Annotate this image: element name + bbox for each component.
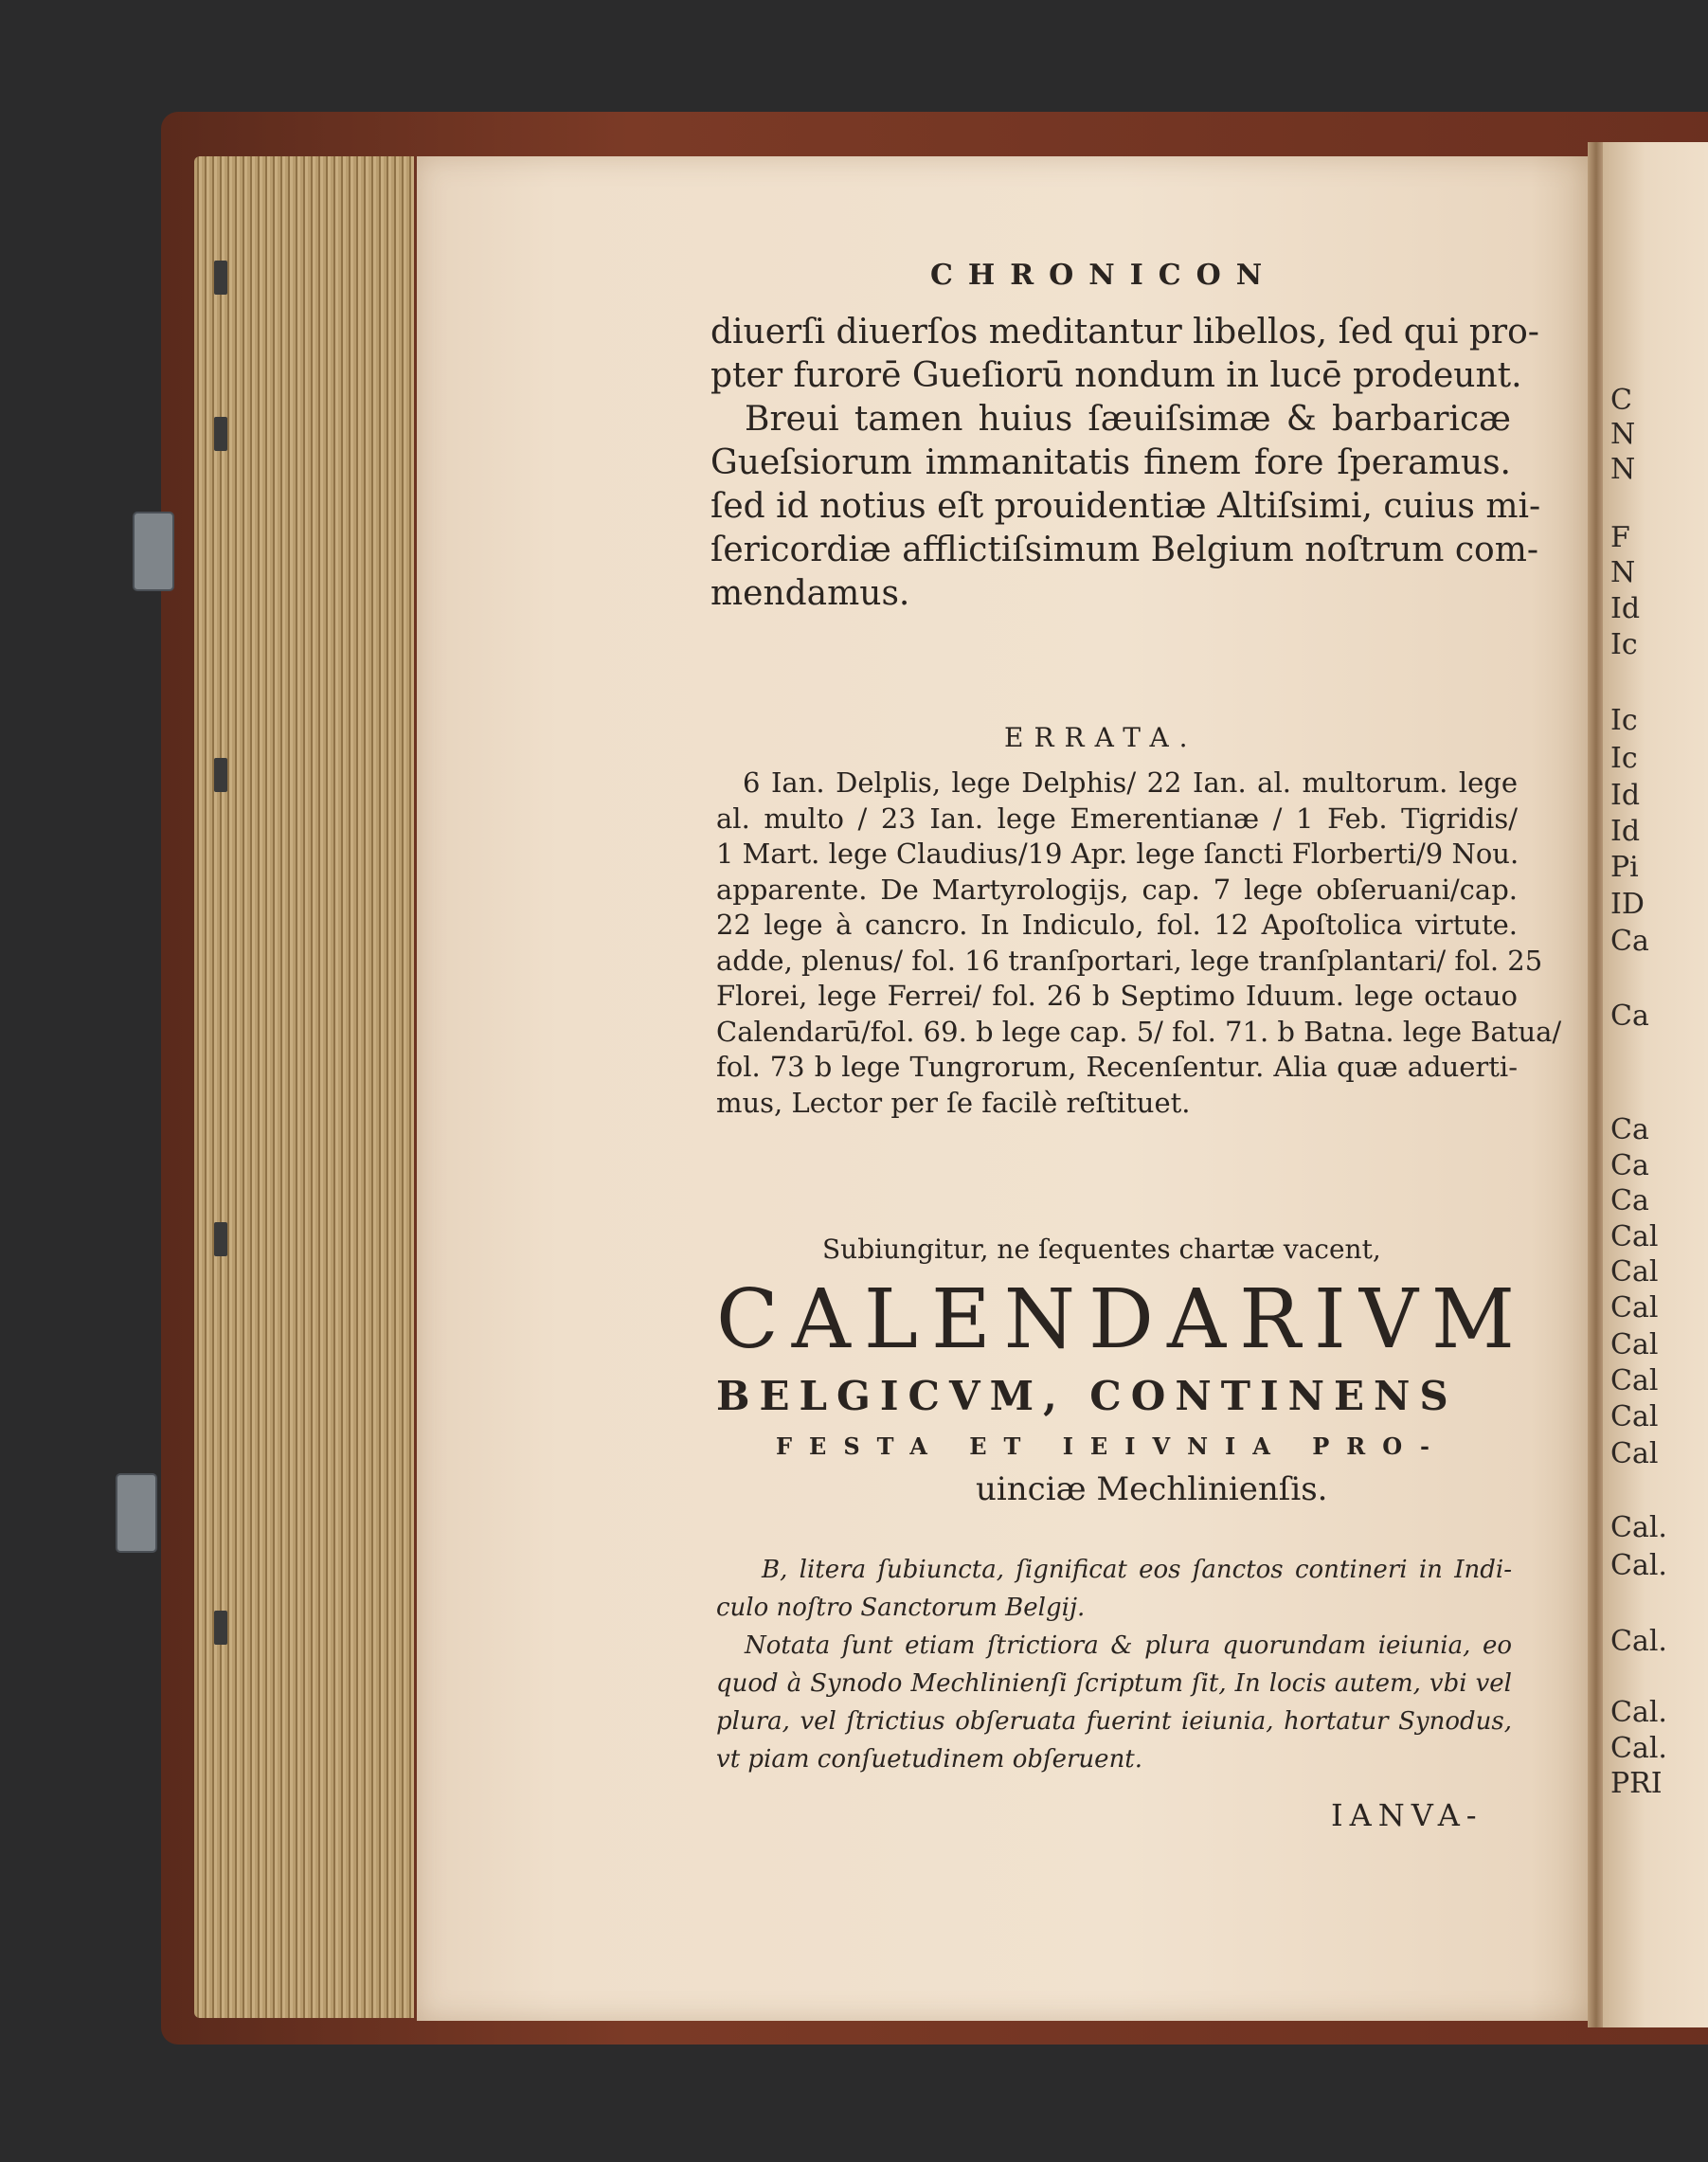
- subiungitur-line: Subiungitur, ne ſequentes chartæ vacent,: [822, 1234, 1381, 1265]
- facing-page-line: Id: [1610, 779, 1641, 812]
- text-line: Notata ſunt etiam ſtrictiora & plura quorundam ieiunia, eo: [745, 1631, 1512, 1660]
- facing-page-line: Ca: [1610, 1113, 1649, 1146]
- facing-page-line: Ic: [1610, 742, 1638, 775]
- text-line: Gueſsiorum immanitatis finem fore ſperamus.: [710, 443, 1511, 482]
- facing-page-line: Cal: [1610, 1328, 1659, 1361]
- text-line: 6 Ian. Delplis, lege Delphis/ 22 Ian. al. multorum. lege: [743, 766, 1518, 799]
- text-line: ſericordiæ afflictiſsimum Belgium noſtrum com-: [710, 531, 1539, 569]
- text-line: plura, vel ſtrictius obſeruata fuerint ieiunia, hortatur Synodus,: [716, 1707, 1512, 1736]
- text-line: apparente. De Martyrologijs, cap. 7 lege obſeruani/cap.: [716, 873, 1518, 906]
- facing-page-line: Ca: [1610, 925, 1649, 958]
- text-line: 22 lege à cancro. In Indiculo, fol. 12 Apoſtolica virtute.: [716, 909, 1518, 941]
- text-line: culo noſtro Sanctorum Belgij.: [716, 1594, 1086, 1622]
- text-line: diuerſi diuerſos meditantur libellos, ſed qui pro-: [710, 313, 1539, 351]
- text-line: adde, plenus/ fol. 16 tranſportari, lege tranſplantari/ fol. 25: [716, 944, 1543, 977]
- catchword: IANVA-: [1331, 1797, 1483, 1833]
- facing-page-line: Cal.: [1610, 1625, 1667, 1658]
- metal-clasp: [116, 1473, 157, 1553]
- running-head: CHRONICON: [930, 259, 1278, 292]
- metal-clasp: [133, 512, 174, 591]
- text-line: Florei, lege Ferrei/ fol. 26 b Septimo Iduum. lege octauo: [716, 980, 1518, 1012]
- text-line: vt piam conſuetudinem obſeruent.: [716, 1745, 1143, 1774]
- facing-page-line: Cal.: [1610, 1549, 1667, 1582]
- facing-page-line: N: [1610, 556, 1636, 589]
- errata-heading: ERRATA.: [1004, 722, 1198, 753]
- facing-page-line: Cal: [1610, 1255, 1659, 1288]
- facing-page-line: Id: [1610, 815, 1641, 848]
- calendar-subtitle-3: uinciæ Mechlinienſis.: [976, 1470, 1328, 1508]
- calendar-subtitle-2: FESTA ET IEIVNIA PRO-: [776, 1432, 1447, 1460]
- facing-page-line: Ic: [1610, 704, 1638, 737]
- text-line: B, litera ſubiuncta, ſignificat eos ſanctos contineri in Indi-: [762, 1556, 1512, 1584]
- facing-page-line: Cal: [1610, 1364, 1659, 1397]
- facing-page-line: N: [1610, 418, 1636, 451]
- facing-page-line: PRI: [1610, 1767, 1663, 1800]
- page-tab-marker: [214, 261, 227, 295]
- facing-page-line: Ca: [1610, 1184, 1649, 1217]
- page-tab-marker: [214, 417, 227, 451]
- text-line: Calendarū/fol. 69. b lege cap. 5/ fol. 71. b Batna. lege Batua/: [716, 1015, 1562, 1048]
- facing-page-line: Ic: [1610, 628, 1638, 661]
- text-line: 1 Mart. lege Claudius/19 Apr. lege ſancti Florberti/9 Nou.: [716, 838, 1519, 870]
- facing-page-line: Cal: [1610, 1291, 1659, 1324]
- text-line: al. multo / 23 Ian. lege Emerentianæ / 1 Feb. Tigridis/: [716, 802, 1518, 835]
- page-tab-marker: [214, 758, 227, 792]
- page-tab-marker: [214, 1611, 227, 1645]
- facing-page-line: Ca: [1610, 1149, 1649, 1182]
- paragraph-2: [710, 398, 1541, 616]
- facing-page-line: Cal: [1610, 1400, 1659, 1433]
- facing-page-line: Cal: [1610, 1437, 1659, 1470]
- paragraph-1: [710, 311, 1539, 398]
- calendar-subtitle-1: BELGICVM, CONTINENS: [716, 1373, 1458, 1419]
- facing-page-line: C: [1610, 384, 1632, 417]
- facing-page-line: ID: [1610, 888, 1645, 921]
- calendar-title: CALENDARIVM: [716, 1272, 1528, 1367]
- facing-page-line: Cal.: [1610, 1696, 1667, 1729]
- facing-page-line: N: [1610, 453, 1636, 486]
- facing-page-line: Cal: [1610, 1220, 1659, 1253]
- text-line: mendamus.: [710, 574, 910, 613]
- facing-page-line: Pi: [1610, 851, 1639, 884]
- text-line: quod à Synodo Mechlinienſi ſcriptum ſit, In locis autem, vbi vel: [716, 1669, 1512, 1698]
- calendar-note: [716, 1551, 1512, 1778]
- facing-page-line: Cal.: [1610, 1732, 1667, 1765]
- page-tab-marker: [214, 1222, 227, 1256]
- errata-list: [716, 766, 1562, 1121]
- facing-page-line: Ca: [1610, 1000, 1649, 1033]
- text-line: mus, Lector per ſe facilè reſtituet.: [716, 1086, 1191, 1119]
- facing-page-line: Cal.: [1610, 1511, 1667, 1544]
- facing-page-line: Id: [1610, 592, 1641, 625]
- text-line: ſed id notius eſt prouidentiæ Altiſsimi, cuius mi-: [710, 487, 1541, 526]
- facing-page-line: F: [1610, 521, 1630, 554]
- text-line: pter furorē Gueſiorū nondum in lucē prodeunt.: [710, 356, 1522, 395]
- text-line: fol. 73 b lege Tungrorum, Recenſentur. Alia quæ aduerti-: [716, 1051, 1518, 1083]
- text-line: Breui tamen huius ſæuiſsimæ & barbaricæ: [745, 400, 1511, 439]
